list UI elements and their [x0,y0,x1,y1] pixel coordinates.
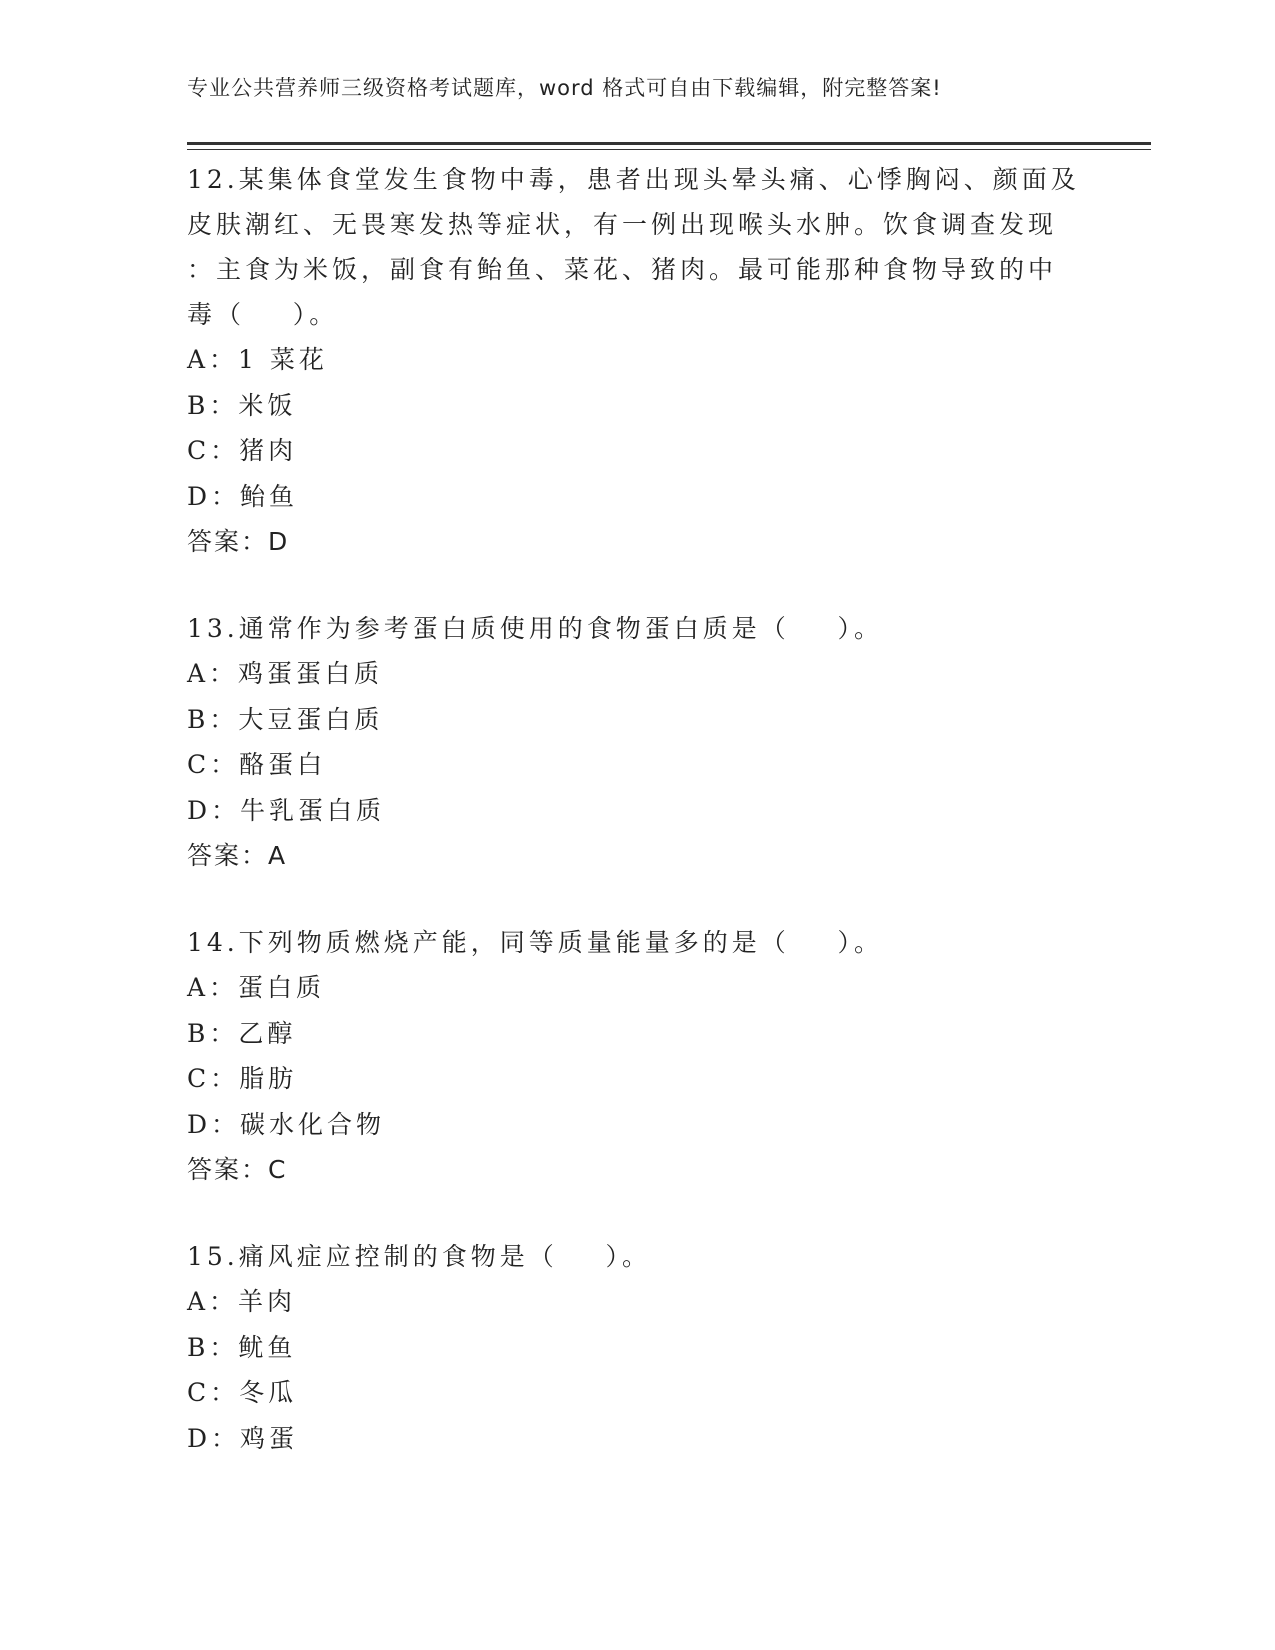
option-b: B：米饭 [187,390,297,420]
question-15 [187,1234,1087,1461]
option-b: B：大豆蛋白质 [187,704,384,734]
option-a: A：1 菜花 [187,345,328,374]
option-d: D：鲐鱼 [187,481,299,511]
option-b: B：鱿鱼 [187,1332,297,1362]
question-stem-line: 15.痛风症应控制的食物是（ ）。 [187,1242,652,1271]
question-14 [187,920,1087,1192]
option-d: D：碳水化合物 [187,1109,386,1139]
question-stem-line: 13.通常作为参考蛋白质使用的食物蛋白质是（ ）。 [187,614,884,643]
option-a: A：蛋白质 [187,973,326,1002]
question-12 [187,157,1087,564]
option-d: D：鸡蛋 [187,1423,299,1453]
question-stem-line: ：主食为米饭，副食有鲐鱼、菜花、猪肉。最可能那种食物导致的中 [187,255,1058,284]
option-a: A：鸡蛋蛋白质 [187,659,384,688]
option-a: A：羊肉 [187,1287,297,1316]
question-stem-line: 14.下列物质燃烧产能，同等质量能量多的是（ ）。 [187,928,884,957]
header-rule-thin [187,149,1151,150]
answer: 答案：D [187,527,290,556]
question-stem-line: 毒（ ）。 [187,300,339,329]
option-c: C：猪肉 [187,436,298,465]
option-d: D：牛乳蛋白质 [187,795,386,825]
option-c: C：冬瓜 [187,1378,298,1407]
question-stem-line: 皮肤潮红、无畏寒发热等症状，有一例出现喉头水肿。饮食调查发现 [187,210,1058,239]
option-c: C：脂肪 [187,1064,298,1093]
answer: 答案：C [187,1155,288,1184]
answer: 答案：A [187,841,288,870]
option-c: C：酪蛋白 [187,750,327,779]
question-stem-line: 12.某集体食堂发生食物中毒，患者出现头晕头痛、心悸胸闷、颜面及 [187,165,1080,194]
question-13 [187,606,1087,878]
header-rule-thick [187,142,1151,145]
page-header: 专业公共营养师三级资格考试题库，word 格式可自由下载编辑，附完整答案! [187,76,942,100]
option-b: B：乙醇 [187,1018,297,1048]
question-list [187,157,1087,1503]
